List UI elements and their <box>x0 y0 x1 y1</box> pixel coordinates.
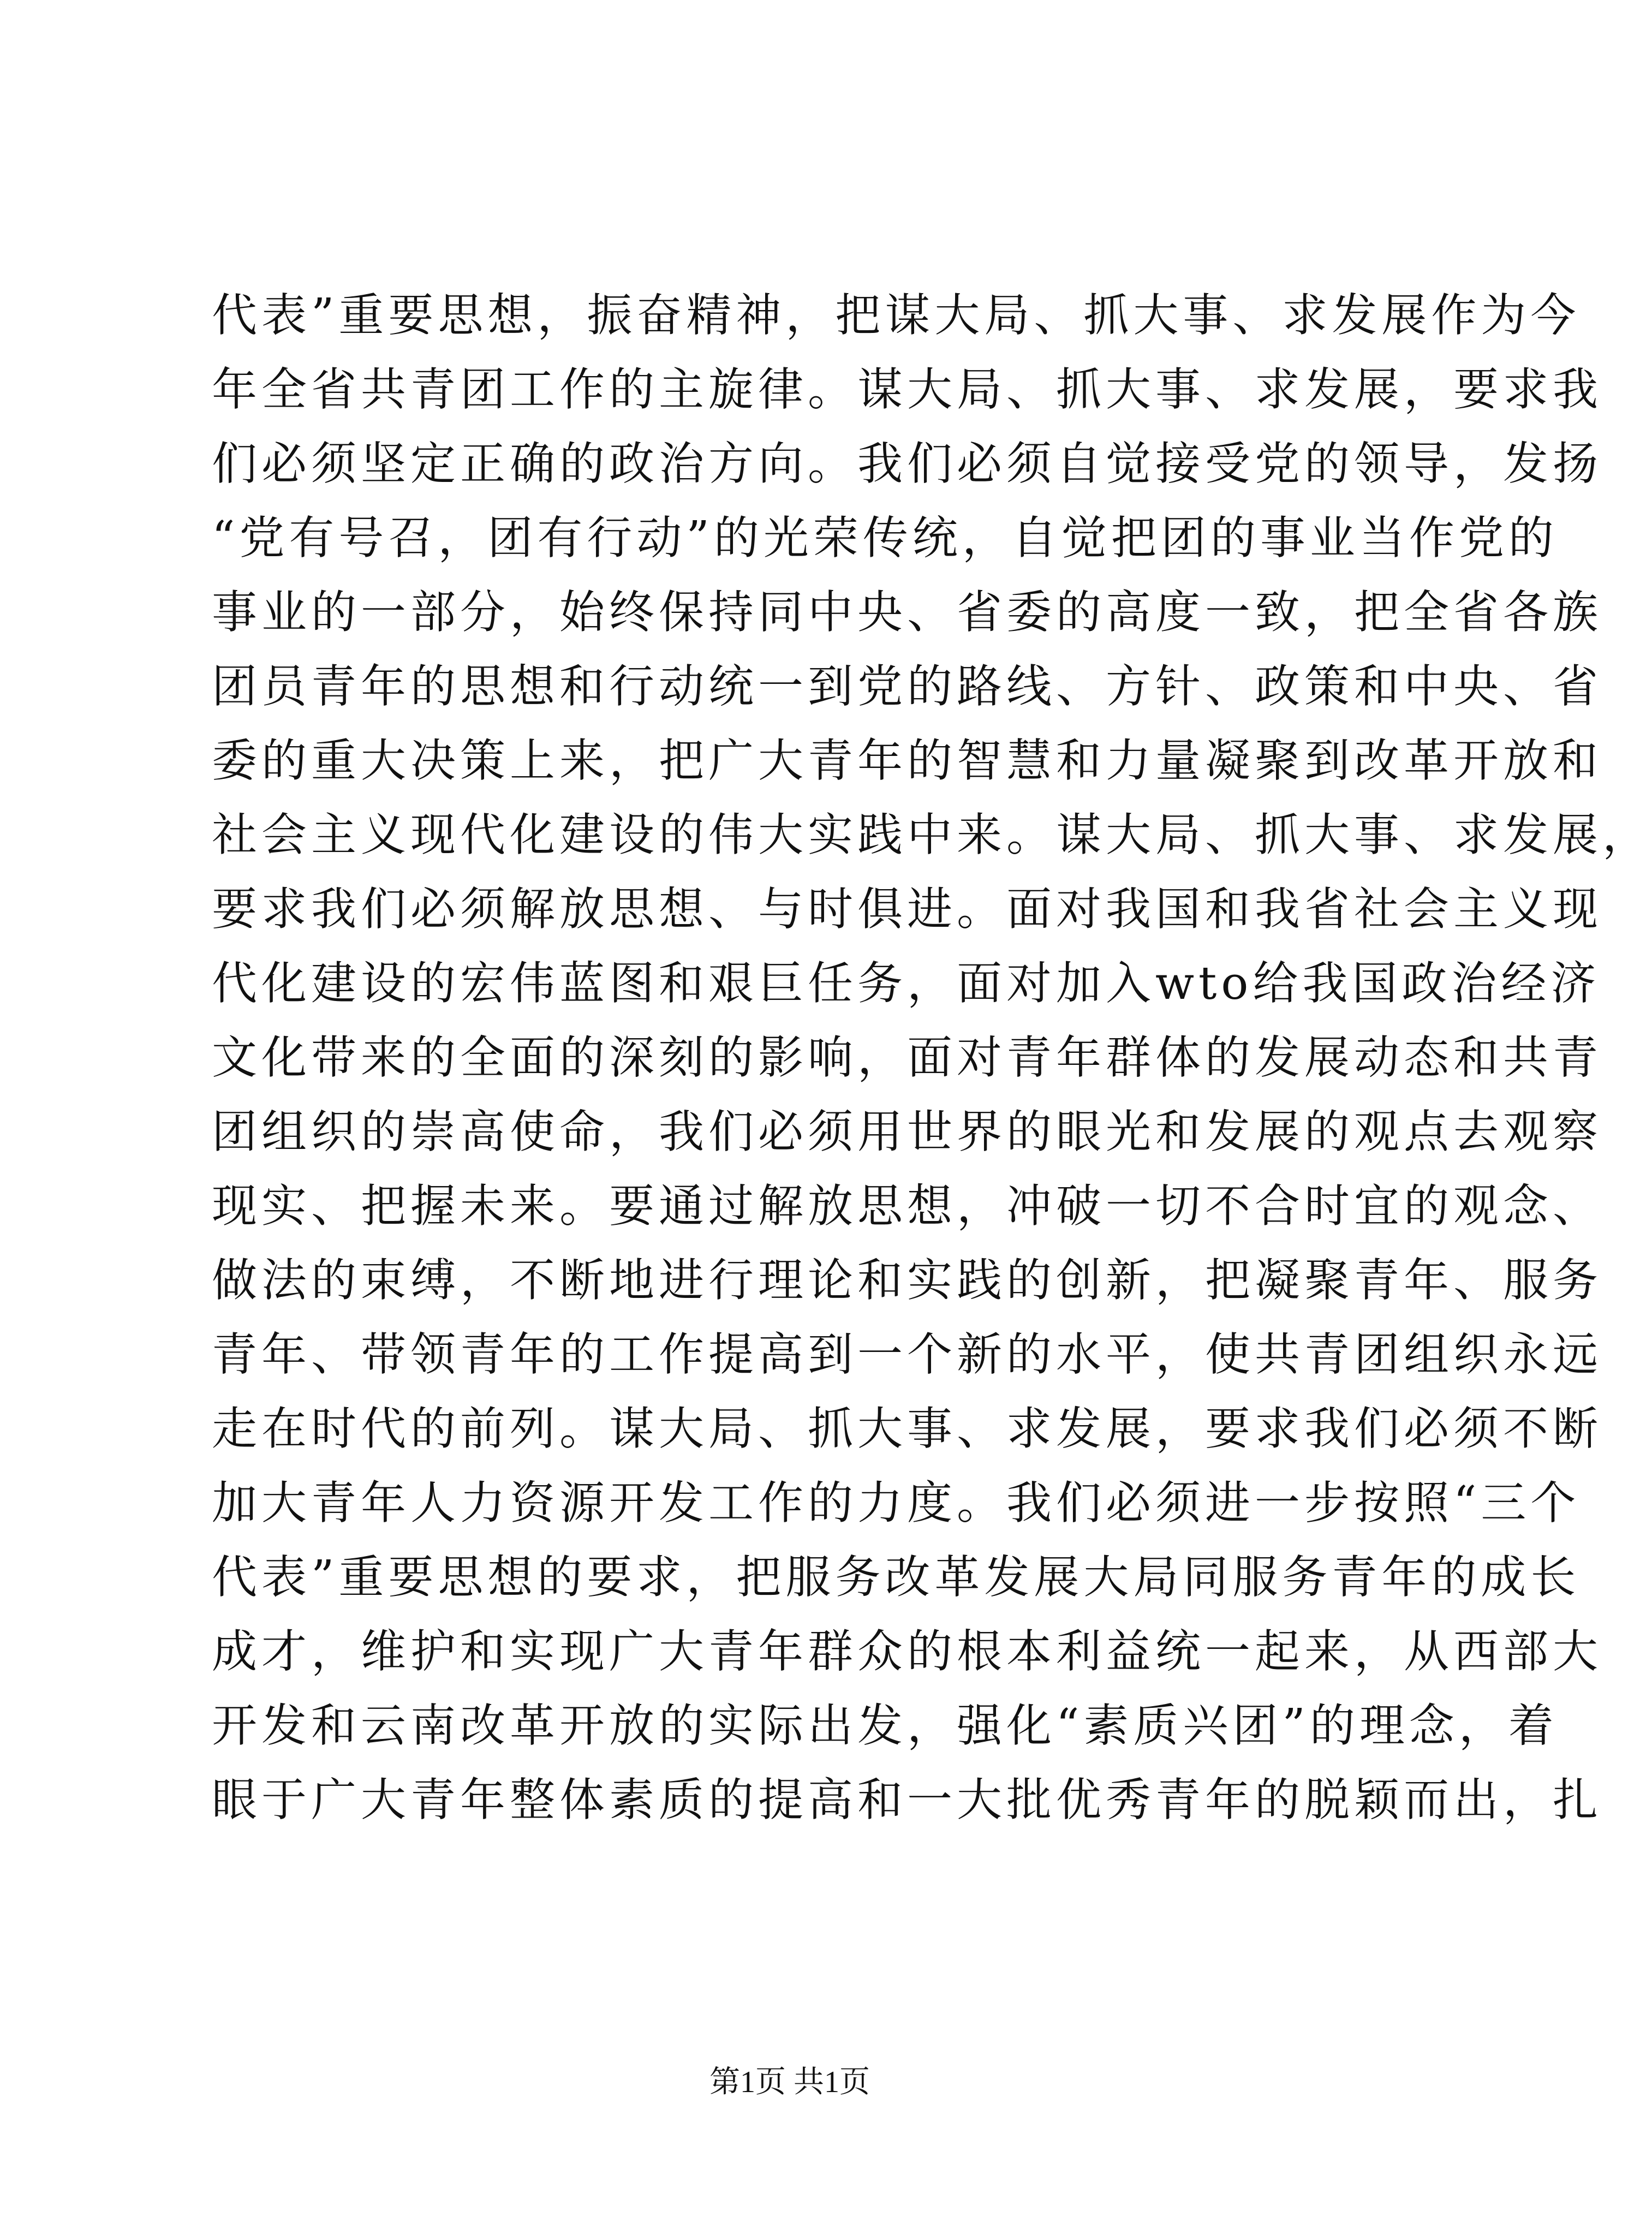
text-line-4: “党有号召，团有行动”的光荣传统，自觉把团的事业当作党的 <box>212 511 1558 564</box>
text-line-21: 眼于广大青年整体素质的提高和一大批优秀青年的脱颖而出，扎 <box>212 1773 1602 1826</box>
text-line-18: 代表”重要思想的要求，把服务改革发展大局同服务青年的成长 <box>212 1551 1581 1604</box>
text-line-19: 成才，维护和实现广大青年群众的根本利益统一起来，从西部大 <box>212 1625 1602 1678</box>
page-footer: 第1页 共1页 <box>709 2065 870 2099</box>
text-line-8: 社会主义现代化建设的伟大实践中来。谋大局、抓大事、求发展， <box>212 808 1652 861</box>
text-line-2: 年全省共青团工作的主旋律。谋大局、抓大事、求发展，要求我 <box>212 363 1602 416</box>
text-line-7: 委的重大决策上来，把广大青年的智慧和力量凝聚到改革开放和 <box>212 734 1602 787</box>
body-text <box>212 278 1652 1837</box>
text-line-12: 团组织的崇高使命，我们必须用世界的眼光和发展的观点去观察 <box>212 1105 1602 1158</box>
text-line-1: 代表”重要思想，振奋精神，把谋大局、抓大事、求发展作为今 <box>212 289 1581 342</box>
text-line-10: 代化建设的宏伟蓝图和艰巨任务，面对加入wto给我国政治经济 <box>212 957 1601 1010</box>
text-line-17: 加大青年人力资源开发工作的力度。我们必须进一步按照“三个 <box>212 1476 1581 1529</box>
text-line-20: 开发和云南改革开放的实际出发，强化“素质兴团”的理念，着 <box>212 1699 1558 1752</box>
text-line-13: 现实、把握未来。要通过解放思想，冲破一切不合时宜的观念、 <box>212 1179 1602 1232</box>
text-line-14: 做法的束缚，不断地进行理论和实践的创新，把凝聚青年、服务 <box>212 1254 1602 1307</box>
text-line-11: 文化带来的全面的深刻的影响，面对青年群体的发展动态和共青 <box>212 1031 1602 1084</box>
text-line-3: 们必须坚定正确的政治方向。我们必须自觉接受党的领导，发扬 <box>212 437 1602 490</box>
text-line-15: 青年、带领青年的工作提高到一个新的水平，使共青团组织永远 <box>212 1328 1602 1381</box>
text-line-5: 事业的一部分，始终保持同中央、省委的高度一致，把全省各族 <box>212 586 1602 639</box>
text-line-6: 团员青年的思想和行动统一到党的路线、方针、政策和中央、省 <box>212 660 1602 713</box>
text-line-16: 走在时代的前列。谋大局、抓大事、求发展，要求我们必须不断 <box>212 1402 1602 1455</box>
text-line-9: 要求我们必须解放思想、与时俱进。面对我国和我省社会主义现 <box>212 883 1602 936</box>
